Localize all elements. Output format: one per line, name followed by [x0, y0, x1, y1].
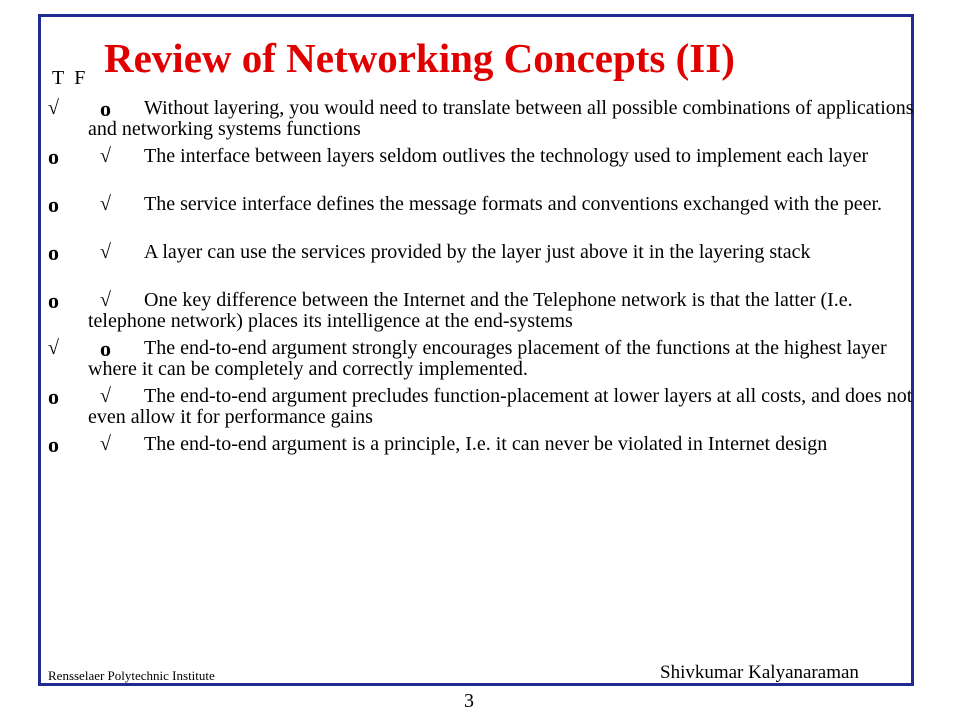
question-item — [0, 194, 960, 236]
question-text-line1: Without layering, you would need to translate between all possible — [144, 97, 678, 119]
question-item — [0, 98, 960, 140]
false-column-label: F — [74, 67, 86, 89]
true-mark[interactable]: o — [48, 288, 59, 313]
question-text-rest: implement each layer — [696, 145, 869, 167]
institution-footer: Rensselaer Polytechnic Institute — [48, 668, 215, 683]
false-mark[interactable]: √ — [100, 289, 111, 311]
question-text-rest: Internet design — [707, 433, 828, 455]
question-text-line1: The end-to-end argument strongly encourages placement of the functions — [144, 337, 731, 359]
question-text-rest: layering stack — [698, 241, 811, 263]
true-false-header — [52, 68, 85, 88]
slide-title: Review of Networking Concepts (II) — [104, 35, 735, 81]
true-mark[interactable]: √ — [48, 97, 59, 119]
false-mark[interactable]: √ — [100, 241, 111, 263]
question-text-rest: combinations of applications and networking systems functions — [88, 97, 914, 140]
question-text-line1: One key difference between the Internet and the Telephone network is — [144, 289, 705, 311]
author-footer: Shivkumar Kalyanaraman — [660, 662, 859, 683]
true-column-label: T — [52, 67, 65, 89]
question-text-line1: The end-to-end argument precludes function-placement at lower layers at — [144, 385, 732, 407]
false-mark[interactable]: √ — [100, 145, 111, 167]
question-item — [0, 242, 960, 284]
question-text-line1: The service interface defines the message formats and conventions — [144, 193, 679, 215]
question-text-rest: exchanged with the peer. — [683, 193, 883, 215]
false-mark[interactable]: √ — [100, 385, 111, 407]
true-mark[interactable]: o — [48, 192, 59, 217]
true-mark[interactable]: o — [48, 240, 59, 265]
question-item — [0, 290, 960, 332]
question-item — [0, 146, 960, 188]
true-mark[interactable]: √ — [48, 337, 59, 359]
true-mark[interactable]: o — [48, 384, 59, 409]
question-text-line1: A layer can use the services provided by the layer just above it in the — [144, 241, 694, 263]
false-mark[interactable]: o — [100, 96, 111, 121]
false-mark[interactable]: √ — [100, 433, 111, 455]
question-item — [0, 434, 960, 476]
question-list — [0, 98, 960, 482]
question-text-rest: that the latter (I.e. telephone network) places its intelligence at the end-systems — [88, 289, 853, 332]
true-mark[interactable]: o — [48, 432, 59, 457]
question-text-line1: The interface between layers seldom outlives the technology used to — [144, 145, 692, 167]
true-mark[interactable]: o — [48, 144, 59, 169]
question-item — [0, 386, 960, 428]
question-text-line1: The end-to-end argument is a principle, I.e. it can never be violated in — [144, 433, 703, 455]
question-text-rest: at the highest layer where it can be completely and correctly implemented. — [88, 337, 887, 380]
false-mark[interactable]: √ — [100, 193, 111, 215]
page-number: 3 — [464, 690, 474, 712]
question-text-rest: all costs, and does not even allow it for performance gains — [88, 385, 913, 428]
question-item — [0, 338, 960, 380]
false-mark[interactable]: o — [100, 336, 111, 361]
